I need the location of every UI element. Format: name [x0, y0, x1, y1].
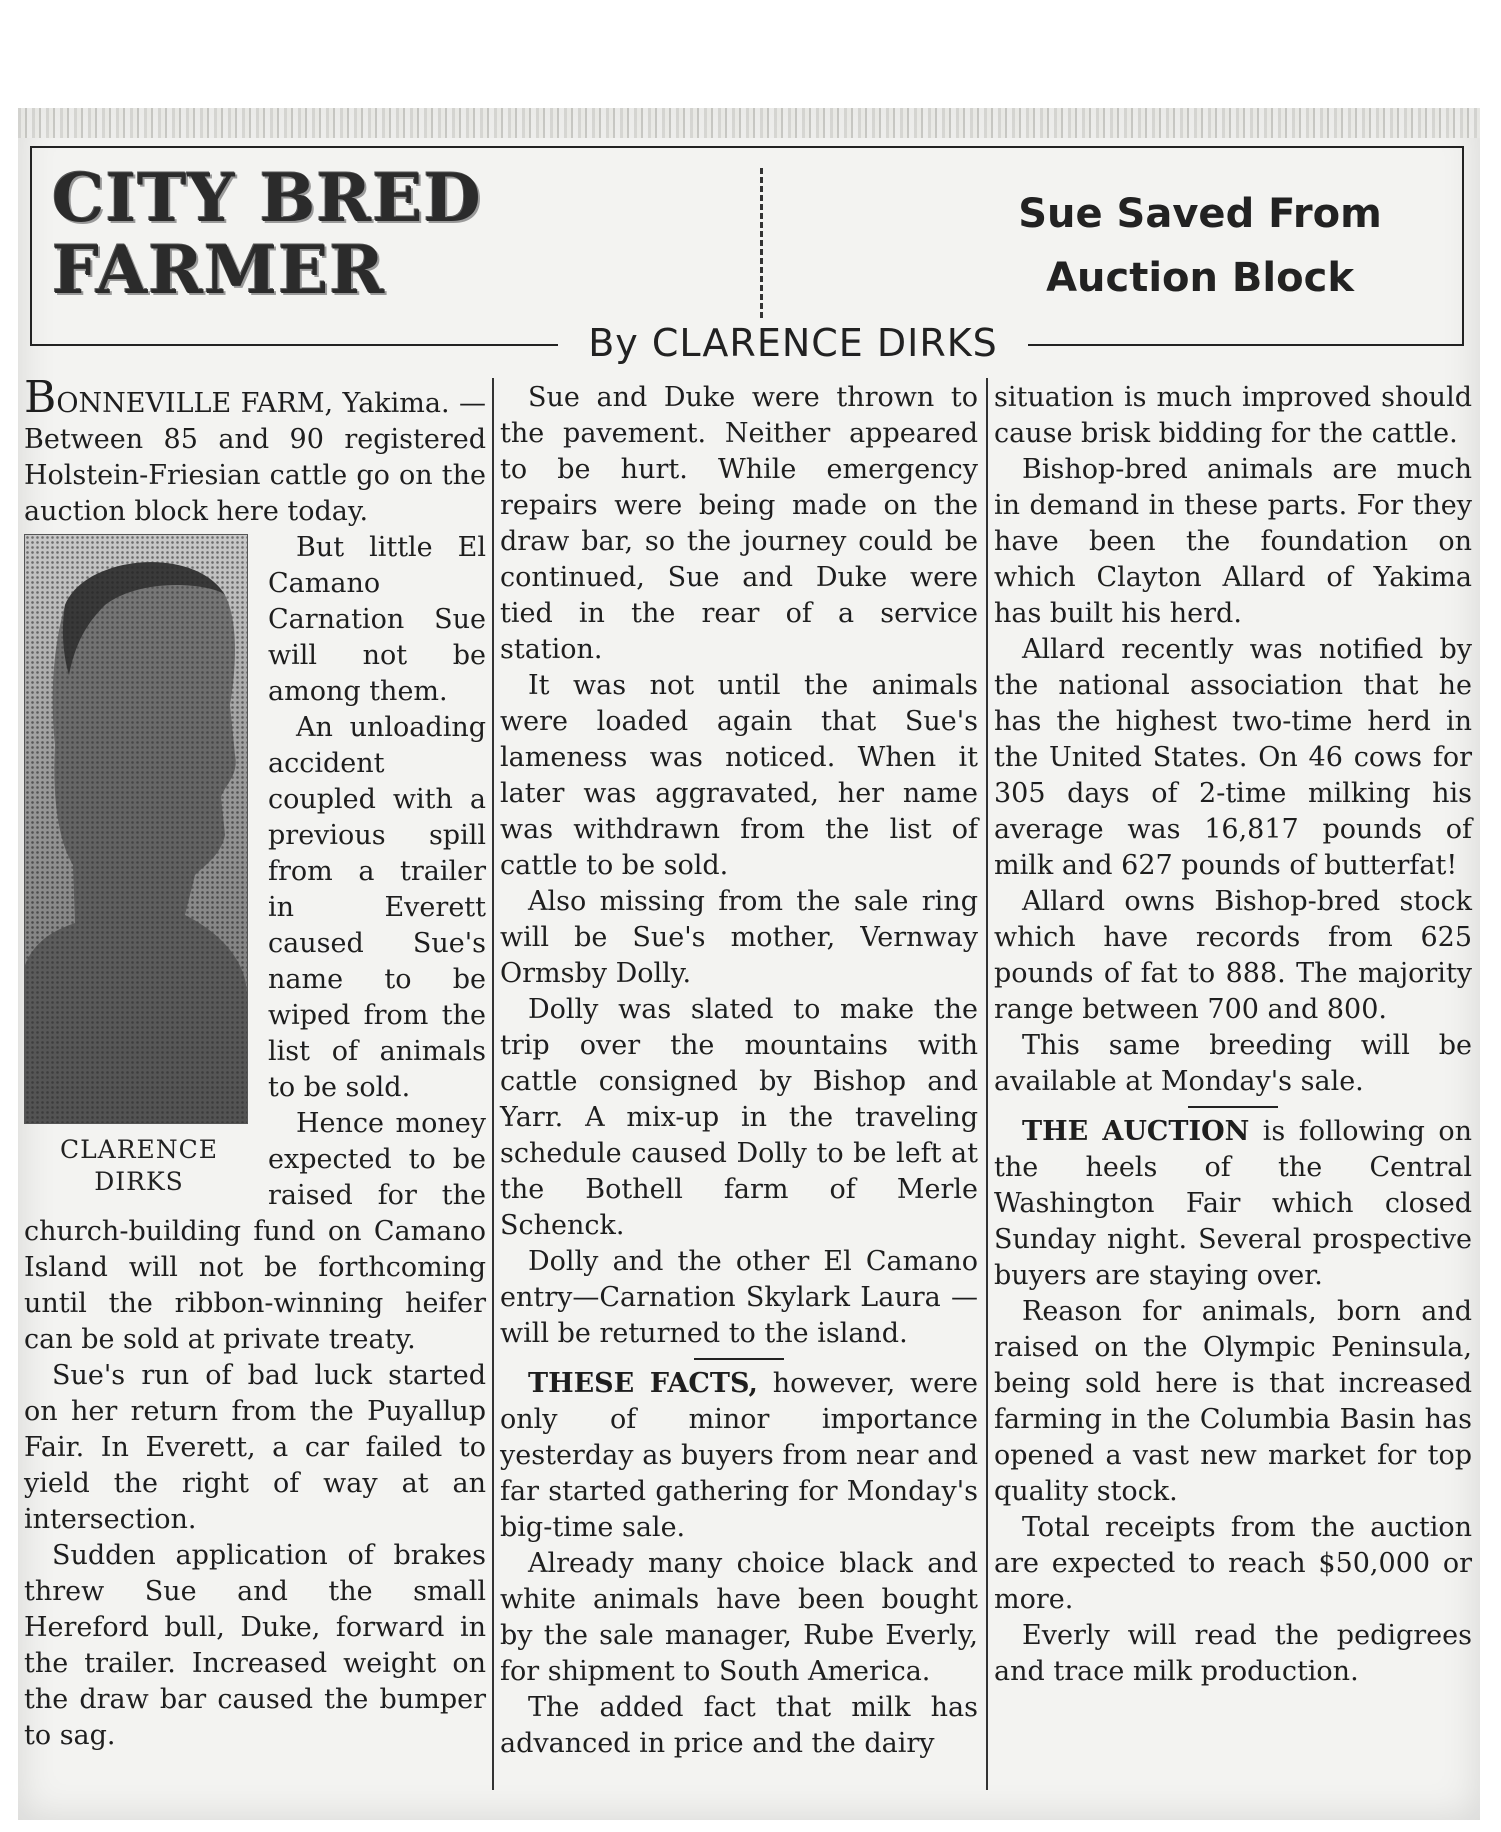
paragraph: Sudden application of brakes threw Sue and the small Hereford bull, Duke, forward in the trailer. Increased weight on the draw bar caused the bumper to sag.	[24, 1540, 486, 1751]
paragraph: An unloading accident coupled with a previous spill from a trailer in Everett caused Sue's name to be wiped from the list of animals to be sold.	[268, 712, 486, 1103]
paragraph: It was not until the animals were loaded again that Sue's lameness was noticed. When it later was aggravated, her name was withdrawn from the list of cattle to be sold.	[500, 670, 978, 881]
portrait-silhouette	[25, 535, 247, 1123]
article-column-2	[500, 380, 978, 1762]
caption-line-2: DIRKS	[94, 1167, 184, 1196]
drop-cap: B	[24, 372, 57, 423]
paragraph: Already many choice black and white animals have been bought by the sale manager, Rube Everly, for shipment to South America.	[500, 1548, 978, 1687]
paragraph: ONNEVILLE FARM, Yakima. —Between 85 and 90 registered Holstein-Friesian cattle go on the auction block here today.	[24, 388, 486, 527]
paragraph: situation is much improved should cause brisk bidding for the cattle.	[994, 382, 1472, 449]
byline-rule-left	[330, 344, 570, 346]
column-rule-2	[986, 378, 988, 1790]
paragraph	[500, 1366, 978, 1546]
paragraph: This same breeding will be available at Monday's sale.	[994, 1030, 1472, 1097]
header-divider	[760, 168, 763, 318]
section-separator	[1188, 1106, 1278, 1108]
headline-line-2: FARMER	[52, 231, 386, 309]
article-column-3	[994, 380, 1472, 1690]
paragraph: Allard owns Bishop-bred stock which have records from 625 pounds of fat to 888. The majority range between 700 and 800.	[994, 886, 1472, 1025]
author-photo	[24, 534, 248, 1124]
paragraph: Sue and Duke were thrown to the pavement. Neither appeared to be hurt. While emergency repairs were being made on the draw bar, so the journey could be continued, Sue and Duke were tied in the rear of a service station.	[500, 382, 978, 665]
paragraph-text: however, were only of minor importance yesterday as buyers from near and far started gathering for Monday's big-time sale.	[500, 1368, 978, 1543]
paragraph: Dolly and the other El Camano entry—Carnation Skylark Laura —will be returned to the island.	[500, 1246, 978, 1349]
caption-line-1: CLARENCE	[59, 1135, 219, 1164]
torn-edge	[18, 108, 1480, 138]
paragraph	[994, 1114, 1472, 1294]
paragraph: The added fact that milk has advanced in price and the dairy	[500, 1692, 978, 1759]
byline-rule-right	[1016, 344, 1464, 346]
paragraph: Sue's run of bad luck started on her return from the Puyallup Fair. In Everett, a car failed to yield the right of way at an intersection.	[24, 1360, 486, 1535]
byline: By CLARENCE DIRKS	[558, 318, 1028, 368]
headline-line-1: CITY BRED	[52, 159, 482, 237]
paragraph: Bishop-bred animals are much in demand in these parts. For they have been the foundation on which Clayton Allard of Yakima has built his herd.	[994, 454, 1472, 629]
paragraph: Total receipts from the auction are expected to reach $50,000 or more.	[994, 1512, 1472, 1615]
paragraph: Everly will read the pedigrees and trace milk production.	[994, 1620, 1472, 1687]
paragraph: But little El Camano Carnation Sue will not be among them.	[268, 532, 486, 707]
photo-caption	[24, 1134, 254, 1198]
lead-in: THESE FACTS,	[528, 1368, 758, 1399]
paragraph: Also missing from the sale ring will be Sue's mother, Vernway Ormsby Dolly.	[500, 886, 978, 989]
headline	[52, 159, 482, 309]
paragraph: Reason for animals, born and raised on the Olympic Peninsula, being sold here is that increased farming in the Columbia Basin has opened a vast new market for top quality stock.	[994, 1296, 1472, 1507]
lead-in: THE AUCTION	[1022, 1116, 1250, 1147]
dateline-paragraph	[24, 372, 486, 530]
subheadline: Sue Saved From Auction Block	[1018, 191, 1382, 301]
article-column-1	[24, 372, 486, 1754]
section-separator	[694, 1358, 784, 1360]
author-photo-block	[24, 534, 254, 1198]
paragraph-text: is following on the heels of the Central Washington Fair which closed Sunday night. Several prospective buyers are staying over.	[994, 1116, 1472, 1291]
column-rule-1	[492, 378, 494, 1790]
byline-row	[30, 318, 1464, 368]
paragraph: Dolly was slated to make the trip over the mountains with cattle consigned by Bishop and Yarr. A mix-up in the traveling schedule caused Dolly to be left at the Bothell farm of Merle Schenck.	[500, 994, 978, 1241]
paragraph: Hence money expected to be raised for the church-building fund on Camano Island will not be forthcoming until the ribbon-winning heifer can be sold at private treaty.	[24, 1108, 486, 1355]
paragraph: Allard recently was notified by the national association that he has the highest two-time herd in the United States. On 46 cows for 305 days of 2-time milking his average was 16,817 pounds of milk and 627 pounds of butterfat!	[994, 634, 1472, 881]
